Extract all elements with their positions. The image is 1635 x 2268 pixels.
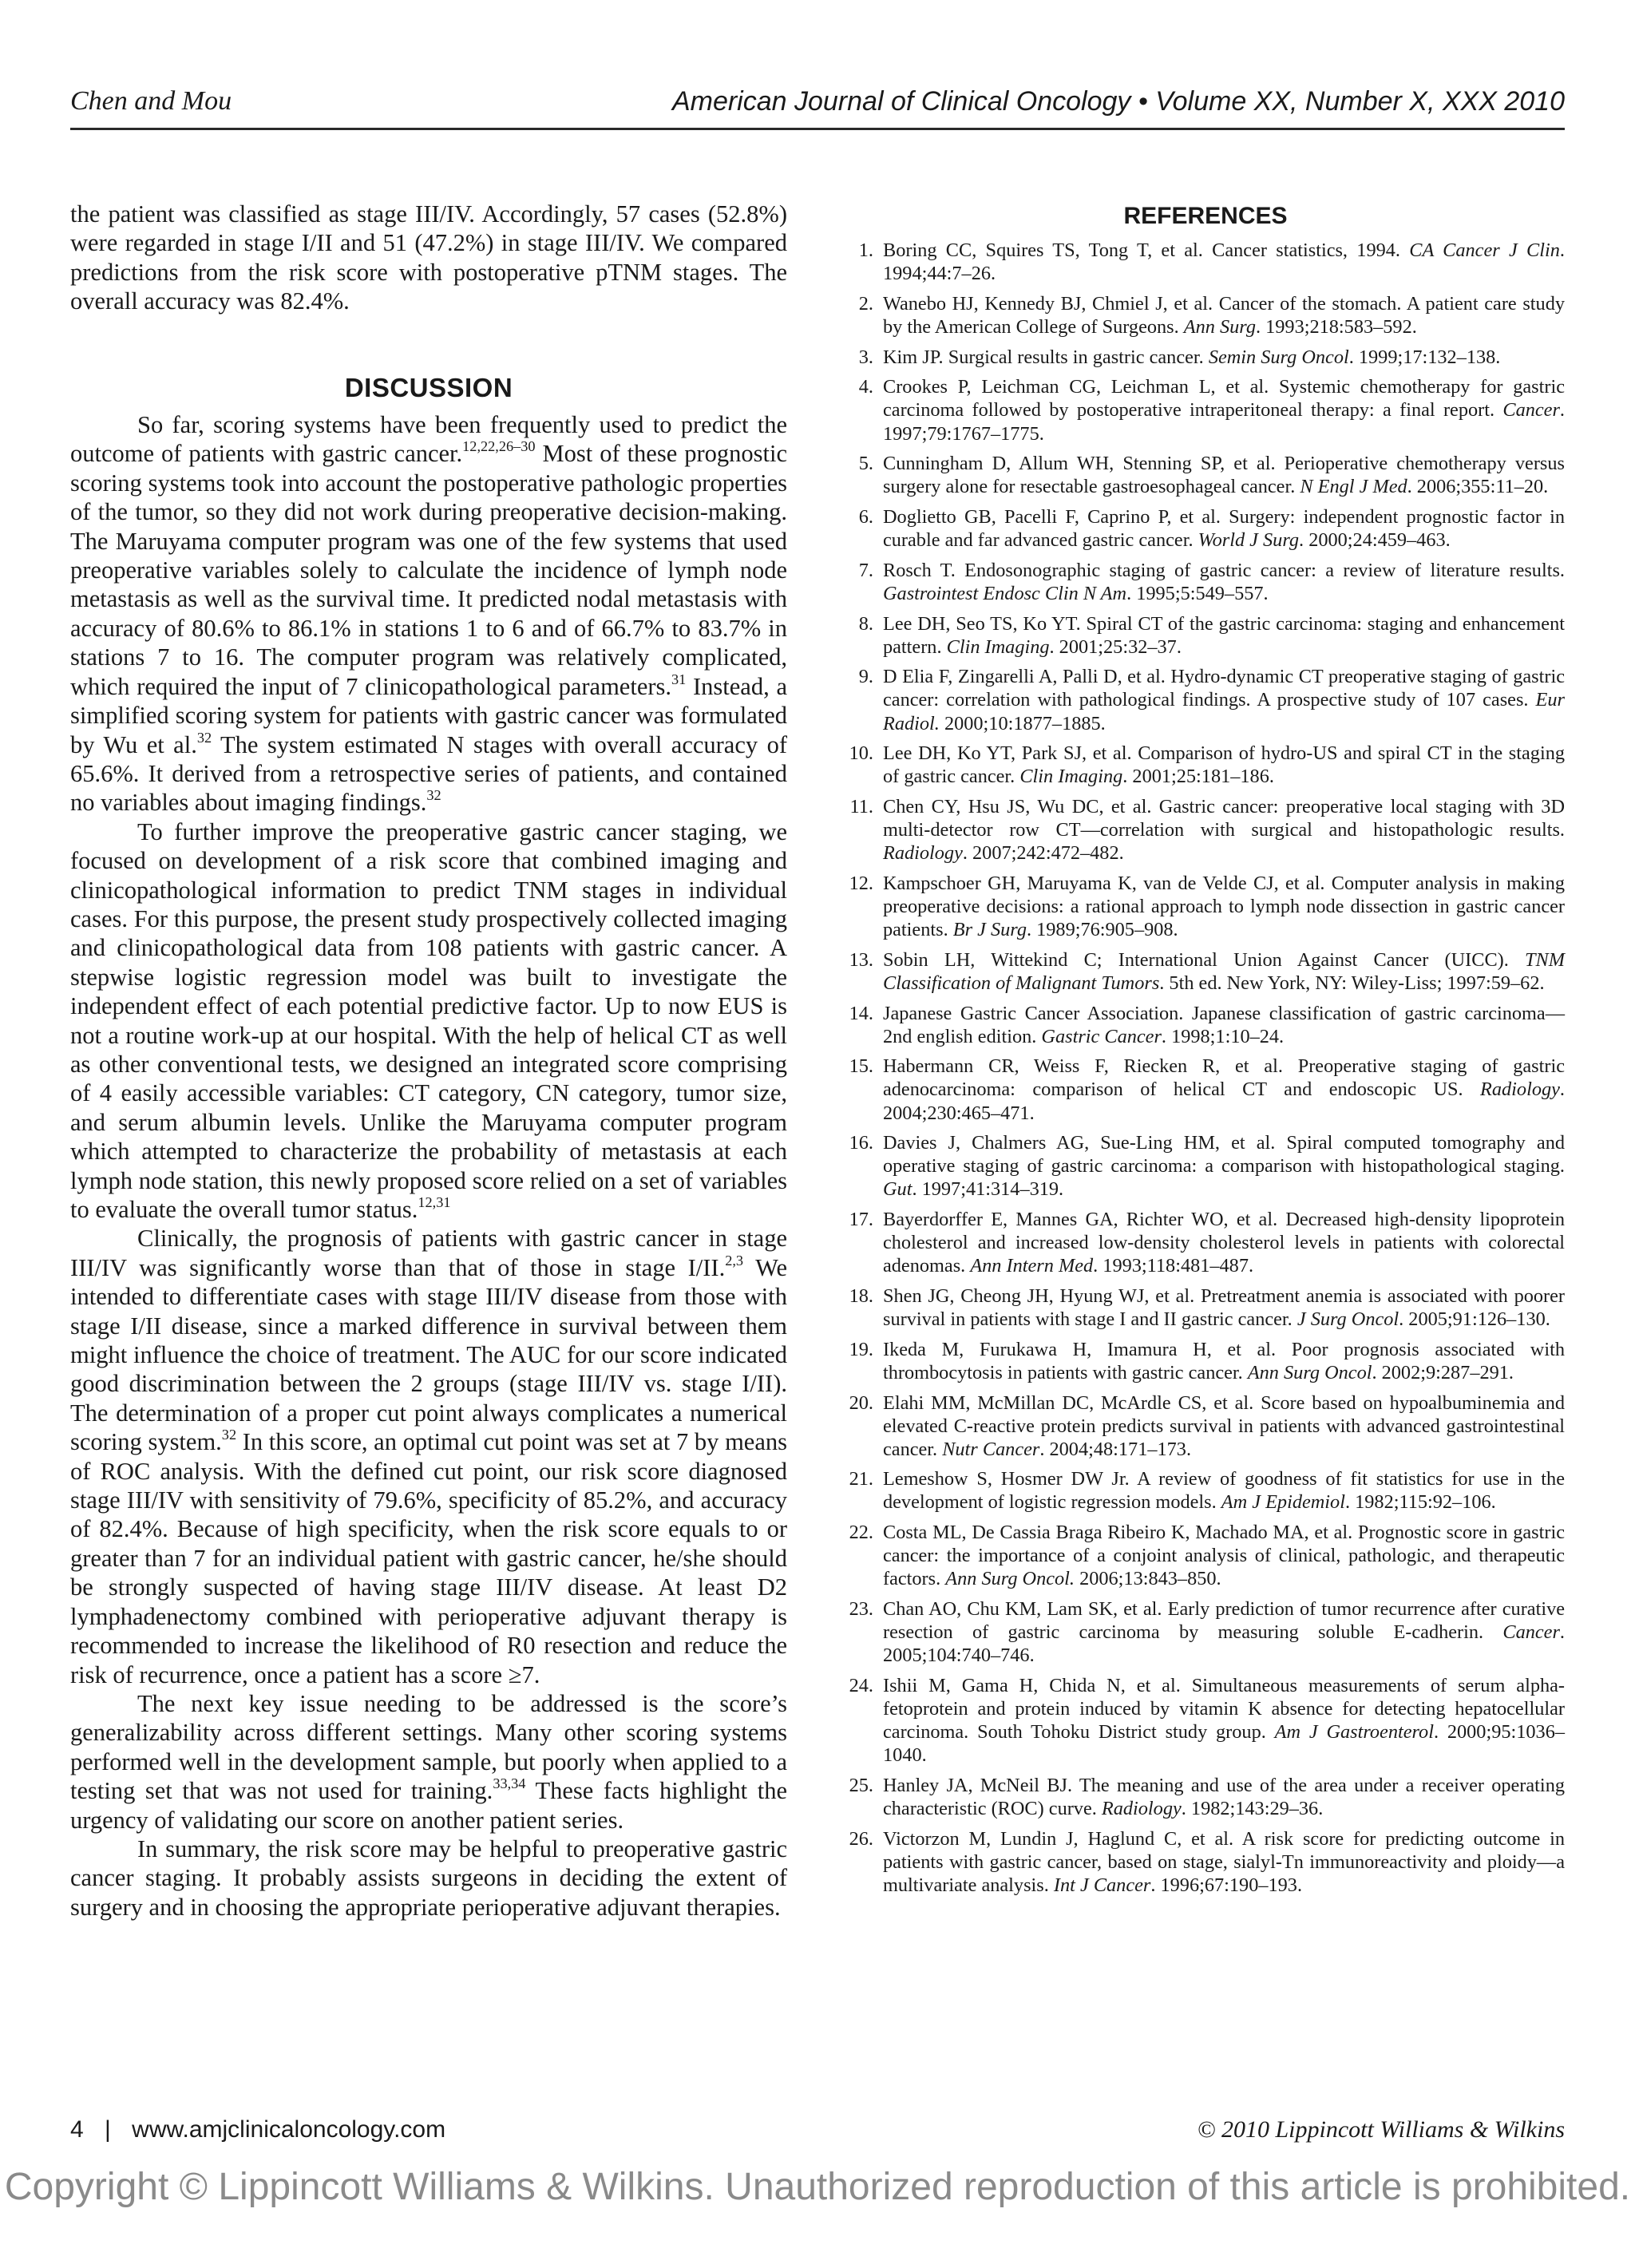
header-authors: Chen and Mou	[70, 86, 232, 116]
paragraph-discussion-4: The next key issue needing to be addressed is the score’s generalizability across different settings. Many other scoring systems performed well in the development sample, but poorly when applied to a testing set that was not used for training.$^{33,34}$ These facts highlight the urgency of validating our score on another patient series.	[70, 1689, 787, 1834]
reference-number: 1.	[858, 239, 873, 262]
citation: 2,3	[725, 1252, 744, 1269]
reference-number: 17.	[849, 1209, 873, 1231]
reference-citation: . 1999;17:132–138.	[1348, 346, 1501, 368]
reference-number: 8.	[858, 612, 873, 635]
reference-text: Elahi MM, McMillan DC, McArdle CS, et al. Score based on hypoalbuminemia and elevated C-reactive protein predicts survival in patients with advanced gastrointestinal cancer.	[883, 1391, 1565, 1460]
reference-text: Crookes P, Leichman CG, Leichman L, et al. Systemic chemotherapy for gastric carcinoma followed by postoperative intraperitoneal therapy: a final report.	[883, 376, 1565, 422]
reference-citation: . 1996;67:190–193.	[1150, 1874, 1303, 1896]
reference-citation: . 1997;41:314–319.	[912, 1178, 1064, 1201]
reference-text: Costa ML, De Cassia Braga Ribeiro K, Machado MA, et al. Prognostic score in gastric cancer: the importance of a conjoint analysis of clinical, pathologic, and therapeutic factors.	[883, 1522, 1565, 1590]
reference-journal: TNM Classification of Malignant Tumors	[883, 948, 1565, 994]
reference-text: Bayerdorffer E, Mannes GA, Richter WO, et al. Decreased high-density lipoprotein cholesterol and increased low-density cholesterol levels in patients with colorectal adenomas.	[883, 1209, 1565, 1277]
reference-text: Rosch T. Endosonographic staging of gastric cancer: a review of literature results.	[883, 559, 1565, 581]
reference-text: Japanese Gastric Cancer Association. Japanese classification of gastric carcinoma—2nd english edition.	[883, 1002, 1565, 1047]
reference-citation: . 2000;24:459–463.	[1299, 529, 1451, 552]
reference-item	[846, 1208, 1565, 1277]
reference-number: 14.	[849, 1002, 873, 1024]
reference-item	[846, 505, 1565, 552]
reference-text: Davies J, Chalmers AG, Sue-Ling HM, et al. Spiral computed tomography and operative staging of gastric carcinoma: a comparison with histopathological staging.	[883, 1132, 1565, 1178]
reference-citation: 2006;13:843–850.	[1075, 1568, 1221, 1590]
reference-text: Habermann CR, Weiss F, Riecken R, et al. Preoperative staging of gastric adenocarcinoma: comparison of helical CT and endoscopic US.	[883, 1055, 1565, 1101]
reference-journal: Radiology	[1480, 1079, 1560, 1101]
reference-number: 20.	[849, 1391, 873, 1414]
citation: 32	[221, 1427, 237, 1443]
reference-item	[846, 292, 1565, 338]
citation: 12,22,26–30	[462, 438, 536, 455]
reference-journal: Gut	[883, 1178, 913, 1201]
reference-journal: Gastrointest Endosc Clin N Am	[883, 582, 1127, 604]
reference-text: Ikeda M, Furukawa H, Imamura H, et al. Poor prognosis associated with thrombocytosis in patients with gastric cancer.	[883, 1338, 1565, 1383]
reference-citation: . 2004;230:465–471.	[883, 1079, 1565, 1124]
reference-text: Doglietto GB, Pacelli F, Caprino P, et al. Surgery: independent prognostic factor in curable and far advanced gastric cancer.	[883, 506, 1565, 552]
reference-number: 5.	[858, 453, 873, 475]
reference-journal: Am J Gastroenterol	[1274, 1721, 1434, 1744]
reference-item	[846, 1391, 1565, 1461]
reference-journal: Ann Surg	[1183, 315, 1256, 338]
reference-number: 26.	[849, 1827, 873, 1850]
reference-number: 16.	[849, 1132, 873, 1154]
reference-citation: . 1982;115:92–106.	[1344, 1491, 1496, 1514]
citation: 33,34	[493, 1775, 526, 1791]
reference-text: Shen JG, Cheong JH, Hyung WJ, et al. Pretreatment anemia is associated with poorer survival in patients with stage I and II gastric cancer.	[883, 1284, 1565, 1331]
citation: 12,31	[418, 1193, 451, 1210]
reference-text: Lee DH, Seo TS, Ko YT. Spiral CT of the gastric carcinoma: staging and enhancement pattern.	[883, 612, 1565, 658]
reference-text: Lemeshow S, Hosmer DW Jr. A review of goodness of fit statistics for use in the development of logistic regression models.	[883, 1468, 1565, 1514]
reference-text: Cunningham D, Allum WH, Stenning SP, et al. Perioperative chemotherapy versus surgery alone for resectable gastroesophageal cancer.	[883, 453, 1565, 498]
reference-item	[846, 1467, 1565, 1514]
reference-journal: N Engl J Med	[1300, 476, 1407, 498]
reference-journal: World J Surg	[1198, 529, 1300, 552]
reference-journal: Clin Imaging	[1019, 766, 1123, 788]
reference-citation: . 2004;48:171–173.	[1039, 1438, 1192, 1460]
reference-journal: Cancer	[1502, 399, 1560, 422]
reference-item	[846, 1597, 1565, 1667]
reference-citation: . 1997;79:1767–1775.	[883, 399, 1565, 445]
reference-item	[846, 872, 1565, 941]
reference-number: 25.	[849, 1774, 873, 1796]
reference-citation: . 1989;76:905–908.	[1026, 919, 1178, 941]
references-heading: REFERENCES	[1123, 203, 1288, 229]
reference-citation: . 2001;25:181–186.	[1122, 766, 1274, 788]
reference-citation: . 2001;25:32–37.	[1049, 635, 1182, 658]
reference-journal: Eur Radiol.	[883, 689, 1565, 734]
left-column	[70, 200, 787, 1922]
reference-number: 19.	[849, 1338, 873, 1360]
reference-journal: Nutr Cancer	[942, 1438, 1040, 1460]
reference-journal: Br J Surg	[952, 919, 1027, 941]
reference-item	[846, 948, 1565, 995]
reference-number: 15.	[849, 1055, 873, 1078]
reference-citation: . 1993;218:583–592.	[1255, 315, 1417, 338]
copyright-watermark: Copyright © Lippincott Williams & Wilkins. Unauthorized reproduction of this article is prohibited.	[4, 2166, 1631, 2208]
reference-number: 10.	[849, 742, 873, 765]
reference-text: Kim JP. Surgical results in gastric cancer.	[883, 346, 1209, 368]
footer-copyright: © 2010 Lippincott Williams & Wilkins	[1197, 2116, 1565, 2143]
reference-citation: . 1994;44:7–26.	[883, 239, 1565, 285]
reference-number: 3.	[858, 346, 873, 368]
reference-citation: . 2000;95:1036–1040.	[883, 1721, 1565, 1767]
reference-item	[846, 375, 1565, 445]
reference-text: Wanebo HJ, Kennedy BJ, Chmiel J, et al. Cancer of the stomach. A patient care study by the American College of Surgeons.	[883, 292, 1565, 338]
reference-number: 2.	[858, 292, 873, 315]
reference-item	[846, 1055, 1565, 1124]
reference-text: Boring CC, Squires TS, Tong T, et al. Cancer statistics, 1994.	[883, 239, 1410, 262]
reference-item	[846, 795, 1565, 865]
reference-citation: . 2006;355:11–20.	[1407, 476, 1549, 498]
discussion-heading: DISCUSSION	[344, 372, 513, 402]
reference-text: Lee DH, Ko YT, Park SJ, et al. Comparison of hydro-US and spiral CT in the staging of gastric cancer.	[883, 742, 1565, 788]
reference-citation: . 1995;5:549–557.	[1126, 582, 1269, 604]
reference-text: D Elia F, Zingarelli A, Palli D, et al. Hydro-dynamic CT preoperative staging of gastric cancer: correlation with pathological findings. A prospective study of 107 cases.	[883, 666, 1565, 711]
reference-text: Ishii M, Gama H, Chida N, et al. Simultaneous measurements of serum alpha-fetoprotein and protein induced by vitamin K absence for detecting hepatocellular carcinoma. South Tohoku District study group.	[883, 1674, 1565, 1744]
reference-journal: Cancer	[1502, 1621, 1560, 1644]
reference-number: 9.	[858, 666, 873, 688]
footer-separator: |	[105, 2116, 111, 2143]
citation: 32	[196, 729, 212, 746]
reference-number: 7.	[858, 559, 873, 581]
reference-item	[846, 742, 1565, 788]
reference-text: Kampschoer GH, Maruyama K, van de Velde CJ, et al. Computer analysis in making preoperative decisions: a rational approach to lymph node dissection in gastric cancer patients.	[883, 872, 1565, 941]
reference-item	[846, 346, 1565, 369]
reference-journal: Gastric Cancer	[1041, 1025, 1162, 1047]
paragraph-discussion-2: To further improve the preoperative gastric cancer staging, we focused on development of a risk score that combined imaging and clinicopathological information to predict TNM stages in individual cases. For this purpose, the present study prospectively collected imaging and clinicopathological data from 108 patients with gastric cancer. A stepwise logistic regression model was built to investigate the independent effect of each potential predictive factor. Up to now EUS is not a routine work-up at our hospital. With the help of helical CT as well as other conventional tests, we designed an integrated score comprising of 4 easily accessible variables: CT category, CN category, tumor size, and serum albumin levels. Unlike the Maruyama computer program which attempted to characterize the probability of metastasis at each lymph node station, this newly proposed score relied on a set of variables to evaluate the overall tumor status.$^{12,31}$	[70, 817, 787, 1223]
reference-journal: Radiology	[1101, 1797, 1182, 1819]
reference-item	[846, 1674, 1565, 1767]
paragraph-discussion-1: So far, scoring systems have been frequently used to predict the outcome of patients with gastric cancer.$^{12,22,26-30}$ Most of these prognostic scoring systems took into account the postoperative pathologic properties of the tumor, so they did not work during preoperative decision-making. The Maruyama computer program was one of the few systems that used preoperative variables solely to calculate the incidence of lymph node metastasis as well as the survival time. It predicted nodal metastasis with accuracy of 80.6% to 86.1% in stations 1 to 6 and of 66.7% to 83.7% in stations 7 to 16. The computer program was relatively complicated, which required the input of 7 clinicopathological parameters.$^{31}$ Instead, a simplified scoring system for patients with gastric cancer was formulated by Wu et al.$^{32}$ The system estimated N stages with overall accuracy of 65.6%. It derived from a retrospective series of patients, and contained no variables about imaging findings.$^{32}$	[70, 411, 788, 817]
reference-text: Sobin LH, Wittekind C; International Union Against Cancer (UICC).	[883, 948, 1526, 971]
reference-number: 18.	[849, 1284, 873, 1307]
reference-text: Hanley JA, McNeil BJ. The meaning and use of the area under a receiver operating characteristic (ROC) curve.	[883, 1774, 1565, 1819]
reference-number: 23.	[849, 1598, 873, 1621]
header-journal: American Journal of Clinical Oncology • Volume XX, Number X, XXX 2010	[671, 86, 1565, 117]
reference-journal: Ann Surg Oncol	[1247, 1361, 1372, 1383]
reference-number: 24.	[849, 1674, 873, 1696]
reference-number: 22.	[849, 1522, 873, 1544]
reference-item	[846, 239, 1565, 285]
reference-journal: J Surg Oncol	[1297, 1308, 1399, 1331]
reference-citation: . 5th ed. New York, NY: Wiley-Liss; 1997:59–62.	[1159, 972, 1545, 994]
paragraph-discussion-5: In summary, the risk score may be helpful to preoperative gastric cancer staging. It probably assists surgeons in deciding the extent of surgery and in choosing the appropriate perioperative adjuvant therapies.	[70, 1835, 787, 1921]
references-list	[846, 239, 1565, 1897]
reference-citation: . 2005;104:740–746.	[883, 1621, 1565, 1667]
references-column	[846, 200, 1565, 1904]
reference-number: 21.	[849, 1468, 873, 1490]
reference-item	[846, 452, 1565, 498]
reference-item	[846, 559, 1565, 605]
reference-item	[846, 1774, 1565, 1820]
reference-citation: . 1993;118:481–487.	[1093, 1255, 1254, 1277]
reference-item	[846, 1338, 1565, 1384]
citation: 32	[426, 787, 441, 804]
footer-page-info	[70, 2116, 445, 2143]
reference-citation: . 1998;1:10–24.	[1161, 1025, 1285, 1047]
reference-item	[846, 1002, 1565, 1048]
citation: 31	[671, 671, 687, 687]
reference-text: Chen CY, Hsu JS, Wu DC, et al. Gastric cancer: preoperative local staging with 3D multi-detector row CT—correlation with surgical and histopathologic results.	[883, 796, 1565, 841]
reference-journal: Ann Surg Oncol.	[945, 1568, 1075, 1590]
reference-text: Victorzon M, Lundin J, Haglund C, et al. A risk score for predicting outcome in patients with gastric cancer, based on stage, sialyl-Tn immunoreactivity and ploidy—a multivariate analysis.	[883, 1827, 1565, 1896]
reference-item	[846, 1131, 1565, 1201]
reference-item	[846, 1521, 1565, 1590]
reference-citation: 2000;10:1877–1885.	[939, 712, 1106, 734]
reference-number: 4.	[858, 376, 873, 398]
reference-text: Chan AO, Chu KM, Lam SK, et al. Early prediction of tumor recurrence after curative resection of gastric carcinoma by measuring soluble E-cadherin.	[883, 1598, 1565, 1644]
reference-journal: Ann Intern Med	[970, 1255, 1094, 1277]
reference-item	[846, 1284, 1565, 1331]
reference-number: 6.	[858, 506, 873, 528]
reference-citation: . 2002;9:287–291.	[1372, 1361, 1514, 1383]
reference-item	[846, 1827, 1565, 1897]
reference-number: 13.	[849, 948, 873, 971]
reference-journal: Int J Cancer	[1053, 1874, 1151, 1896]
reference-item	[846, 665, 1565, 734]
running-header	[70, 83, 1565, 130]
reference-citation: . 2007;242:472–482.	[962, 842, 1124, 865]
reference-item	[846, 612, 1565, 659]
reference-journal: Clin Imaging	[946, 635, 1050, 658]
reference-journal: Radiology	[883, 842, 963, 865]
reference-journal: CA Cancer J Clin	[1409, 239, 1560, 262]
reference-number: 12.	[849, 872, 873, 894]
paragraph-discussion-3: Clinically, the prognosis of patients with gastric cancer in stage III/IV was significantly worse than that of those in stage I/II.$^{2,3}$ We intended to differentiate cases with stage III/IV disease from those with stage I/II disease, since a marked difference in survival between them might influence the choice of treatment. The AUC for our score indicated good discrimination between the 2 groups (stage III/IV vs. stage I/II). The determination of a proper cut point always complicates a numerical scoring system.$^{32}$ In this score, an optimal cut point was set at 7 by means of ROC analysis. With the defined cut point, our risk score diagnosed stage III/IV with sensitivity of 79.6%, specificity of 85.2%, and accuracy of 82.4%. Because of high specificity, when the risk score equals to or greater than 7 for an individual patient with gastric cancer, he/she should be strongly suspected of having stage III/IV disease. At least D2 lymphadenectomy combined with perioperative adjuvant therapy is recommended to increase the likelihood of R0 resection and reduce the risk of recurrence, once a patient has a score ≥7.	[70, 1225, 787, 1688]
paragraph-results-end: the patient was classified as stage III/IV. Accordingly, 57 cases (52.8%) were regarded in stage I/II and 51 (47.2%) in stage III/IV. We compared predictions from the risk score with postoperative pTNM stages. The overall accuracy was 82.4%.	[70, 200, 787, 315]
reference-citation: . 2005;91:126–130.	[1399, 1308, 1550, 1331]
reference-journal: Semin Surg Oncol	[1208, 346, 1349, 368]
page-number: 4	[70, 2116, 84, 2143]
reference-citation: . 1982;143:29–36.	[1181, 1797, 1324, 1819]
reference-number: 11.	[849, 796, 873, 817]
reference-journal: Am J Epidemiol	[1221, 1491, 1345, 1514]
journal-url: www.amjclinicaloncology.com	[132, 2116, 446, 2143]
